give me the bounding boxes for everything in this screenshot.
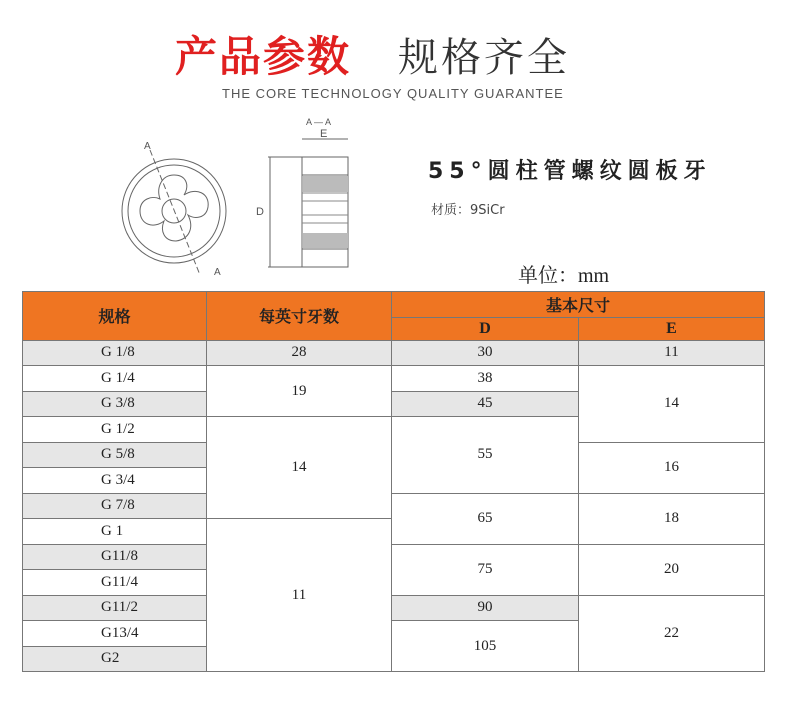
- table-cell-e: 16: [579, 442, 765, 493]
- product-name: 55°圆柱管螺纹圆板牙: [428, 159, 712, 184]
- table-cell-spec: G 1/8: [23, 340, 207, 366]
- table-cell-d: 65: [392, 493, 579, 544]
- unit-label: 单位：mm: [518, 265, 610, 287]
- table-cell-spec: G 1/2: [23, 417, 207, 443]
- table-cell-spec: G11/2: [23, 595, 207, 621]
- subtitle: THE CORE TECHNOLOGY QUALITY GUARANTEE: [222, 86, 564, 101]
- front-view: [122, 150, 226, 275]
- table-cell-spec: G11/8: [23, 544, 207, 570]
- table-cell-spec: G11/4: [23, 570, 207, 596]
- table-cell-spec: G 1/4: [23, 366, 207, 392]
- material-label: 材质：9SiCr: [431, 203, 505, 218]
- table-cell-spec: G2: [23, 646, 207, 672]
- table-cell-spec: G 3/4: [23, 468, 207, 494]
- header-d: D: [392, 317, 579, 340]
- dimension-d-label: D: [256, 206, 264, 218]
- table-cell-d: 55: [392, 417, 579, 494]
- table-cell-d: 105: [392, 621, 579, 672]
- title-secondary: 规格齐全: [398, 35, 570, 81]
- technical-drawing: [120, 115, 370, 280]
- table-cell-tpi: 28: [207, 340, 392, 366]
- section-mark-bottom: A: [214, 267, 221, 278]
- table-cell-d: 38: [392, 366, 579, 392]
- table-cell-tpi: 11: [207, 519, 392, 672]
- table-cell-e: 14: [579, 366, 765, 443]
- table-cell-d: 90: [392, 595, 579, 621]
- table-cell-spec: G13/4: [23, 621, 207, 647]
- table-cell-spec: G 3/8: [23, 391, 207, 417]
- table-cell-spec: G 1: [23, 519, 207, 545]
- table-cell-tpi: 19: [207, 366, 392, 417]
- table-cell-spec: G 5/8: [23, 442, 207, 468]
- section-mark-top: A: [144, 141, 151, 152]
- header-basic-size: 基本尺寸: [392, 292, 765, 318]
- table-cell-d: 30: [392, 340, 579, 366]
- header-e: E: [579, 317, 765, 340]
- header-spec: 规格: [23, 292, 207, 341]
- header-tpi: 每英寸牙数: [207, 292, 392, 341]
- dimension-e-label: E: [320, 128, 328, 140]
- table-cell-e: 11: [579, 340, 765, 366]
- title-highlight: 产品参数: [175, 32, 352, 81]
- table-cell-e: 22: [579, 595, 765, 672]
- table-cell-d: 75: [392, 544, 579, 595]
- table-cell-tpi: 14: [207, 417, 392, 519]
- section-label: A — A: [306, 117, 332, 127]
- table-cell-e: 18: [579, 493, 765, 544]
- table-cell-e: 20: [579, 544, 765, 595]
- spec-table: [22, 291, 765, 672]
- table-cell-d: 45: [392, 391, 579, 417]
- table-cell-spec: G 7/8: [23, 493, 207, 519]
